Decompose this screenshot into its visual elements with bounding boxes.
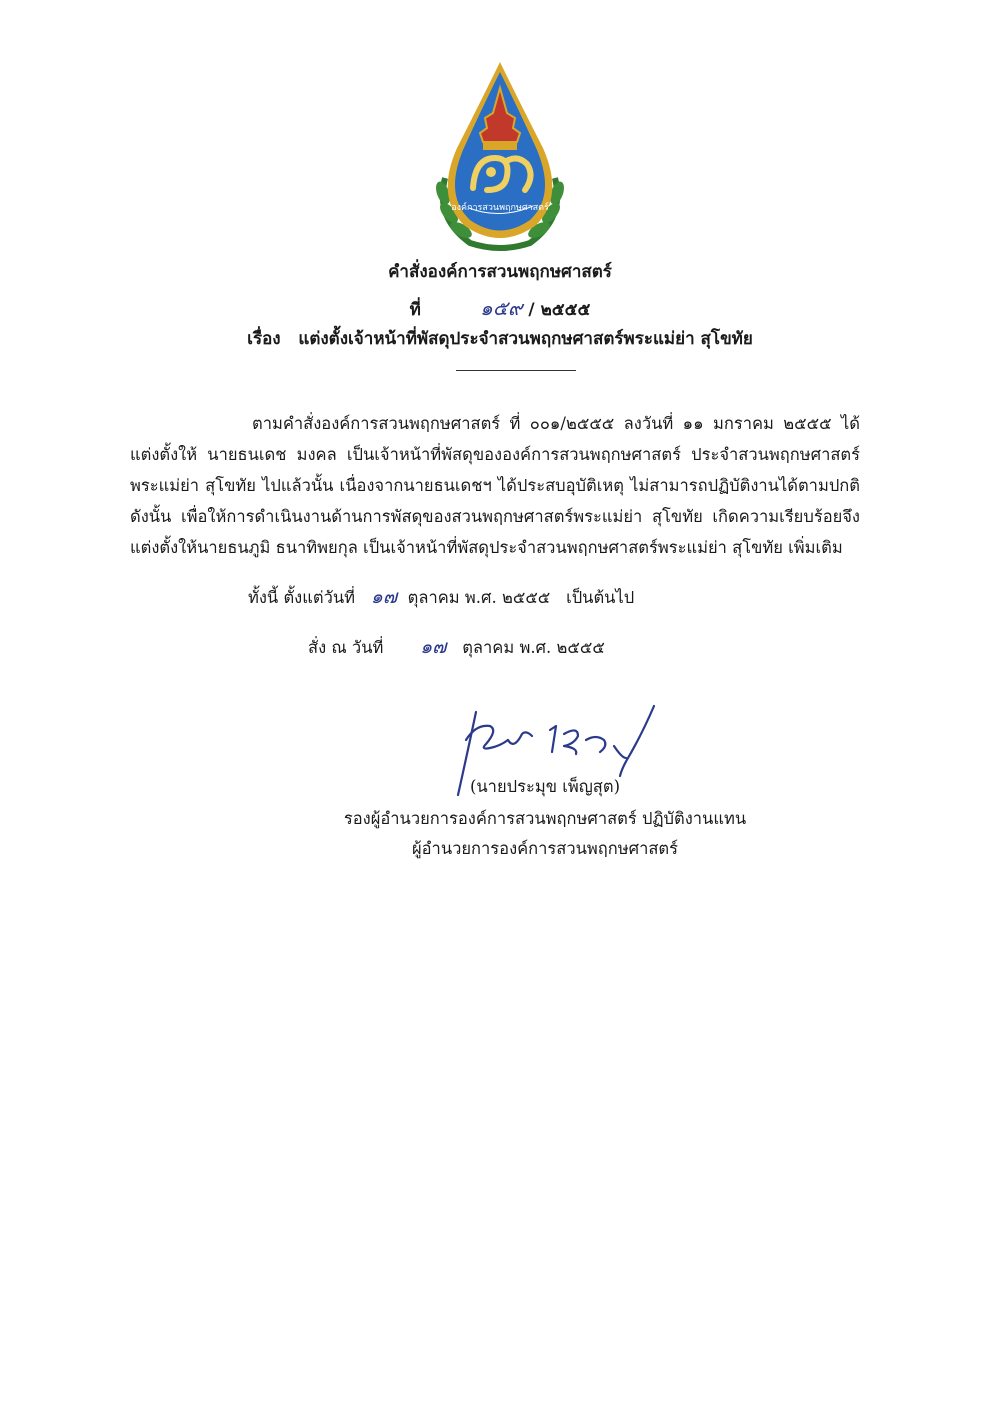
body-line: แต่งตั้งให้ นายธนเดช มงคล เป็นเจ้าหน้าที่พัสดุขององค์การสวนพฤกษศาสตร์ ประจำสวนพฤกษศาสตร์ [130,445,860,464]
ordered-day: ๑๗ [420,636,447,658]
organization-logo-icon [425,58,575,253]
ordered-date-line [308,632,605,662]
order-number-label: ที่ [409,300,421,320]
body-line: ดังนั้น เพื่อให้การดำเนินงานด้านการพัสดุของสวนพฤกษศาสตร์พระแม่ย่า สุโขทัย เกิดความเรียบร้อยจึง [130,507,860,526]
signer-position: รองผู้อำนวยการองค์การสวนพฤกษศาสตร์ ปฏิบัติงานแทน [343,809,747,828]
effective-prefix: ทั้งนี้ ตั้งแต่วันที่ [248,588,356,607]
ordered-prefix: สั่ง ณ วันที่ [308,638,384,657]
body-line: ตามคำสั่งองค์การสวนพฤกษศาสตร์ ที่ ๐๐๑/๒๕๕๕ ลงวันที่ ๑๑ มกราคม ๒๕๕๕ ได้ [252,414,861,433]
order-number-year: ๒๕๕๕ [540,300,591,320]
signer-name: (นายประมุข เพ็ญสุต) [469,777,621,796]
effective-day: ๑๗ [370,586,398,608]
subject-text: แต่งตั้งเจ้าหน้าที่พัสดุประจำสวนพฤกษศาสตร์พระแม่ย่า สุโขทัย [298,329,753,349]
effective-month-year: ตุลาคม พ.ศ. ๒๕๕๕ [407,588,551,607]
order-number-row [0,292,1000,324]
body-line: แต่งตั้งให้นายธนภูมิ ธนาทิพยกุล เป็นเจ้าหน้าที่พัสดุประจำสวนพฤกษศาสตร์พระแม่ย่า สุโขทัย เพิ่มเติม [130,538,843,557]
signer-position-line2: ผู้อำนวยการองค์การสวนพฤกษศาสตร์ [411,839,679,858]
subject-label: เรื่อง [247,329,281,349]
effective-date-line [248,582,634,612]
ordered-month-year: ตุลาคม พ.ศ. ๒๕๕๕ [462,638,605,657]
body-line: พระแม่ย่า สุโขทัย ไปแล้วนั้น เนื่องจากนายธนเดชฯ ได้ประสบอุบัติเหตุ ไม่สามารถปฏิบัติงานได้ตามปกติ [130,476,860,495]
order-body [130,408,860,563]
logo-text: องค์การสวนพฤกษศาสตร์ [451,203,549,213]
effective-suffix: เป็นต้นไป [566,588,635,607]
order-number-separator: / [528,300,535,320]
order-number-value: ๑๕๙ [480,296,523,320]
order-subject [0,325,1000,352]
order-title: คำสั่งองค์การสวนพฤกษศาสตร์ [388,262,612,282]
header-divider [456,370,576,371]
